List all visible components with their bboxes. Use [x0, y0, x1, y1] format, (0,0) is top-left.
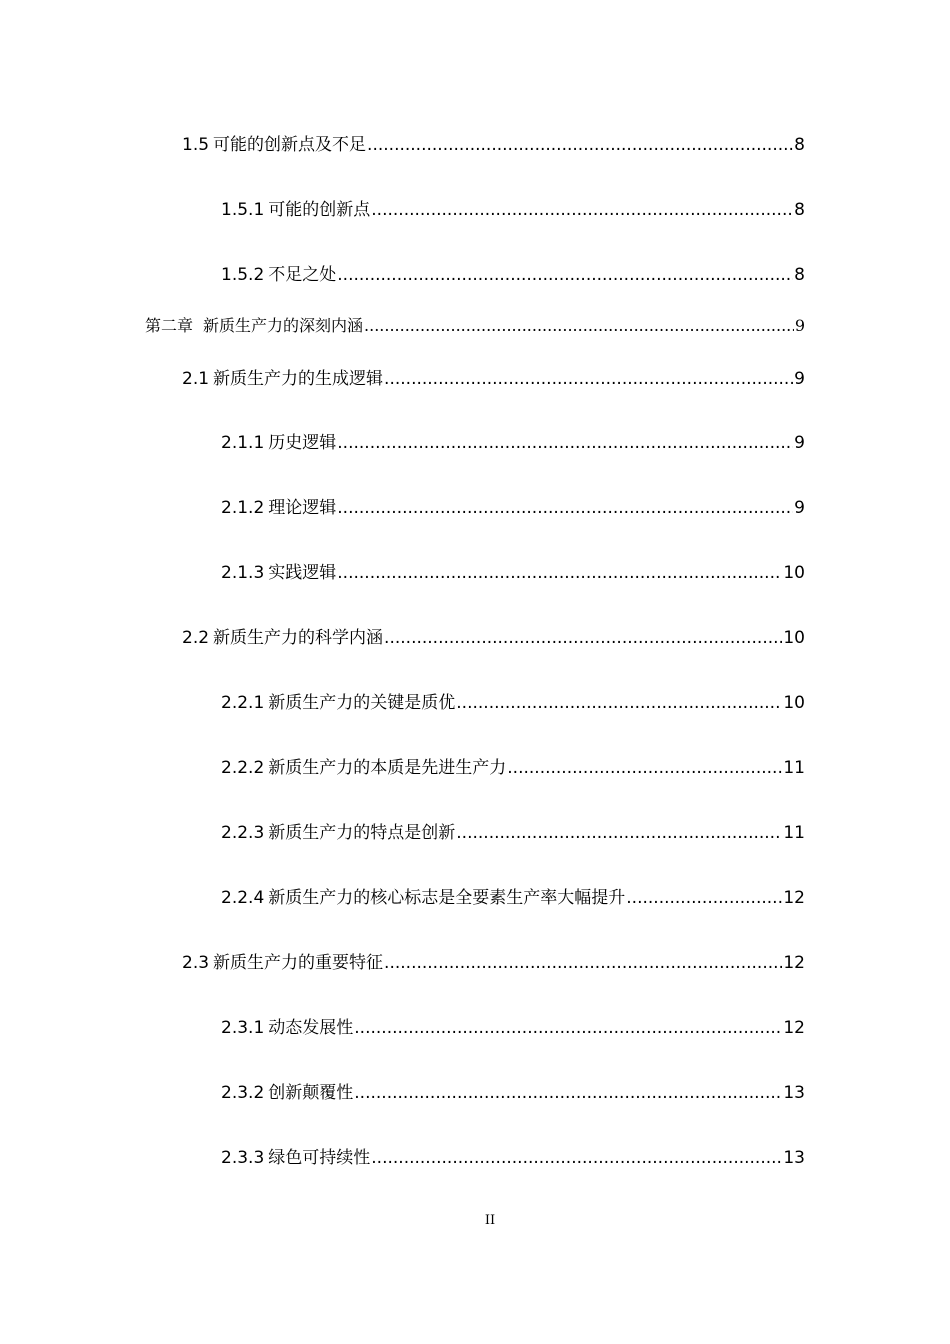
- toc-entry-page: 13: [783, 1148, 805, 1168]
- toc-entry-2-2-3[interactable]: [221, 818, 805, 843]
- dot-leader: [456, 823, 782, 843]
- toc-chapter-number: 第二章: [145, 316, 194, 335]
- page-number-footer: II: [484, 1213, 496, 1228]
- toc-entry-page: 13: [783, 1083, 805, 1103]
- toc-entry-1-5[interactable]: [182, 130, 805, 155]
- toc-entry-title: 新质生产力的科学内涵: [213, 628, 384, 648]
- toc-entry-title: 可能的创新点及不足: [213, 135, 367, 155]
- dot-leader: [371, 1148, 782, 1168]
- toc-entry-number: 2.3.2: [221, 1083, 265, 1103]
- toc-entry-number: 2.2.1: [221, 693, 265, 713]
- toc-entry-2-1[interactable]: [182, 364, 805, 389]
- toc-entry-number: 2.1.2: [221, 498, 265, 518]
- toc-entry-number: 2.2.3: [221, 823, 265, 843]
- toc-entry-chapter-2[interactable]: [145, 313, 805, 336]
- dot-leader: [337, 563, 782, 583]
- toc-entry-2-3-2[interactable]: [221, 1078, 805, 1103]
- toc-entry-page: 10: [783, 693, 805, 713]
- toc-entry-title: 新质生产力的本质是先进生产力: [268, 758, 507, 778]
- toc-entry-title: 新质生产力的生成逻辑: [213, 369, 384, 389]
- toc-entry-number: 2.3.1: [221, 1018, 265, 1038]
- toc-entry-page: 12: [783, 953, 805, 973]
- toc-entry-page: 9: [794, 369, 805, 389]
- toc-entry-1-5-2[interactable]: [221, 260, 805, 285]
- dot-leader: [354, 1018, 782, 1038]
- dot-leader: [367, 135, 793, 155]
- dot-leader: [337, 433, 793, 453]
- dot-leader: [337, 498, 793, 518]
- toc-entry-2-2-2[interactable]: [221, 753, 805, 778]
- toc-entry-number: 2.1.1: [221, 433, 265, 453]
- toc-entry-page: 10: [783, 563, 805, 583]
- dot-leader: [456, 693, 782, 713]
- toc-entry-2-2[interactable]: [182, 623, 805, 648]
- toc-entry-page: 8: [794, 200, 805, 220]
- toc-entry-page: 8: [794, 135, 805, 155]
- toc-entry-page: 12: [783, 888, 805, 908]
- toc-entry-page: 9: [794, 433, 805, 453]
- dot-leader: [384, 628, 782, 648]
- toc-entry-title: 创新颠覆性: [268, 1083, 354, 1103]
- dot-leader: [337, 265, 793, 285]
- toc-entry-2-3-1[interactable]: [221, 1013, 805, 1038]
- dot-leader: [354, 1083, 782, 1103]
- toc-entry-title: 理论逻辑: [268, 498, 337, 518]
- dot-leader: [507, 758, 782, 778]
- toc-entry-title: 新质生产力的核心标志是全要素生产率大幅提升: [268, 888, 626, 908]
- toc-entry-number: 2.2.4: [221, 888, 265, 908]
- toc-entry-page: 10: [783, 628, 805, 648]
- toc-entry-number: 2.1: [182, 369, 210, 389]
- toc-entry-page: 12: [783, 1018, 805, 1038]
- toc-entry-2-1-1[interactable]: [221, 428, 805, 453]
- toc-entry-page: 9: [794, 498, 805, 518]
- toc-entry-number: 2.3.3: [221, 1148, 265, 1168]
- toc-entry-2-3[interactable]: [182, 948, 805, 973]
- toc-entry-2-2-4[interactable]: [221, 883, 805, 908]
- toc-entry-page: 8: [794, 265, 805, 285]
- dot-leader: [626, 888, 782, 908]
- toc-entry-2-1-2[interactable]: [221, 493, 805, 518]
- toc-entry-2-3-3[interactable]: [221, 1143, 805, 1168]
- toc-entry-title: 新质生产力的重要特征: [213, 953, 384, 973]
- toc-entry-number: 2.2: [182, 628, 210, 648]
- toc-entry-2-2-1[interactable]: [221, 688, 805, 713]
- dot-leader: [384, 369, 793, 389]
- dot-leader: [371, 200, 793, 220]
- toc-entry-number: 1.5.2: [221, 265, 265, 285]
- toc-entry-1-5-1[interactable]: [221, 195, 805, 220]
- dot-leader: [384, 953, 782, 973]
- toc-entry-number: 1.5: [182, 135, 210, 155]
- toc-entry-title: 实践逻辑: [268, 563, 337, 583]
- toc-entry-title: 不足之处: [268, 265, 337, 285]
- toc-entry-page: 9: [794, 316, 805, 335]
- toc-entry-number: 1.5.1: [221, 200, 265, 220]
- toc-entry-number: 2.2.2: [221, 758, 265, 778]
- toc-entry-title: 新质生产力的特点是创新: [268, 823, 456, 843]
- toc-entry-page: 11: [783, 823, 805, 843]
- toc-entry-title: 可能的创新点: [268, 200, 371, 220]
- toc-entry-number: 2.3: [182, 953, 210, 973]
- toc-entry-2-1-3[interactable]: [221, 558, 805, 583]
- toc-entry-title: 历史逻辑: [268, 433, 337, 453]
- toc-entry-page: 11: [783, 758, 805, 778]
- toc-entry-title: 动态发展性: [268, 1018, 354, 1038]
- toc-entry-title: 新质生产力的关键是质优: [268, 693, 456, 713]
- toc-entry-title: 绿色可持续性: [268, 1148, 371, 1168]
- toc-entry-number: 2.1.3: [221, 563, 265, 583]
- dot-leader: [364, 316, 794, 335]
- toc-entry-title: 新质生产力的深刻内涵: [203, 316, 364, 335]
